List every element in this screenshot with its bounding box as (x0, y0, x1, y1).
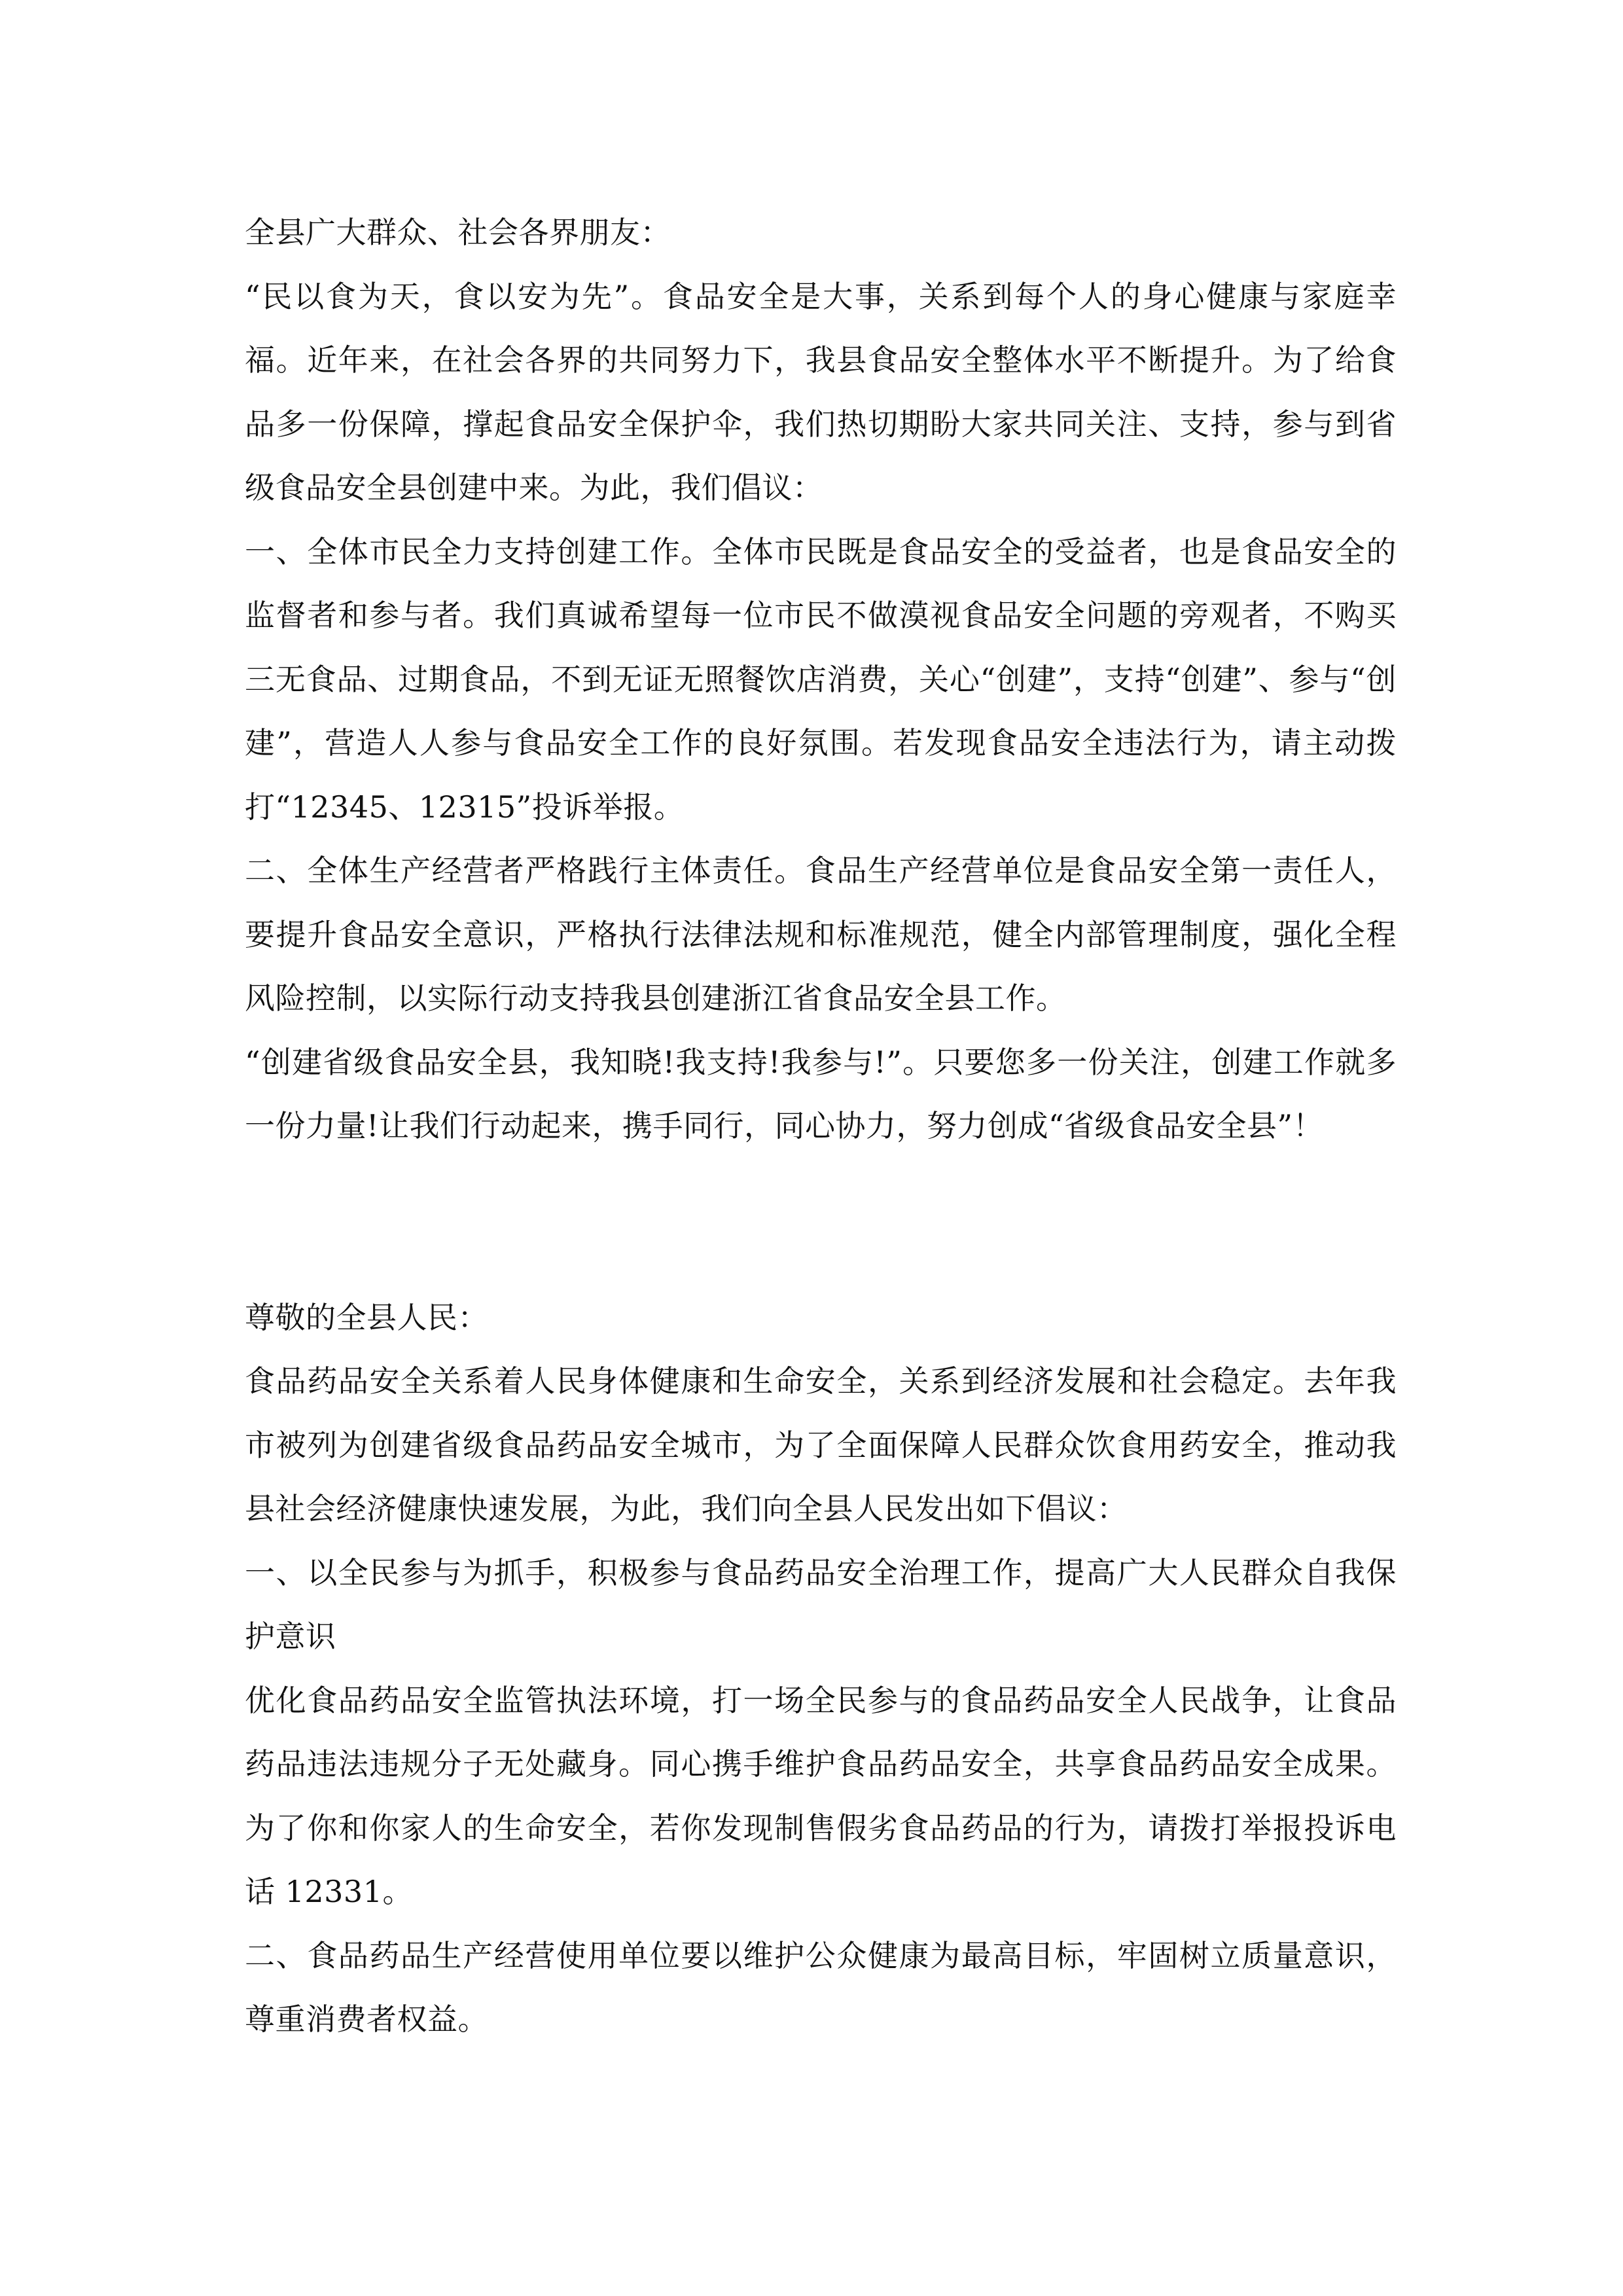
letter2-paragraph-4: 二、食品药品生产经营使用单位要以维护公众健康为最高目标，牢固树立质量意识，尊重消费者权益。 (245, 1937, 1397, 2037)
letter1-paragraph-1: “民以食为天，食以安为先”。食品安全是大事，关系到每个人的身心健康与家庭幸福。近年来，在社会各界的共同努力下，我县食品安全整体水平不断提升。为了给食品多一份保障，撑起食品安全保护伞，我们热切期盼大家共同关注、支持，参与到省级食品安全县创建中来。为此，我们倡议： (245, 278, 1397, 505)
letter1-paragraph-4: “创建省级食品安全县，我知晓!我支持!我参与!”。只要您多一份关注，创建工作就多一份力量!让我们行动起来，携手同行，同心协力，努力创成“省级食品安全县”！ (245, 1044, 1397, 1143)
letter2-paragraph-3: 优化食品药品安全监管执法环境，打一场全民参与的食品药品安全人民战争，让食品药品违法违规分子无处藏身。同心携手维护食品药品安全，共享食品药品安全成果。为了你和你家人的生命安全，若你发现制售假劣食品药品的行为，请拨打举报投诉电话 12331。 (245, 1682, 1397, 1909)
section-gap (245, 1158, 1397, 1286)
letter2-paragraph-2: 一、以全民参与为抓手，积极参与食品药品安全治理工作，提高广大人民群众自我保护意识 (245, 1554, 1397, 1654)
letter2-paragraph-1: 食品药品安全关系着人民身体健康和生命安全，关系到经济发展和社会稳定。去年我市被列为创建省级食品药品安全城市，为了全面保障人民群众饮食用药安全，推动我县社会经济健康快速发展，为此，我们向全县人民发出如下倡议： (245, 1363, 1397, 1526)
letter1-salutation: 全县广大群众、社会各界朋友： (245, 215, 671, 250)
document-body (245, 201, 1397, 2052)
letter1-paragraph-2: 一、全体市民全力支持创建工作。全体市民既是食品安全的受益者，也是食品安全的监督者和参与者。我们真诚希望每一位市民不做漠视食品安全问题的旁观者，不购买三无食品、过期食品，不到无证无照餐饮店消费，关心“创建”，支持“创建”、参与“创建”，营造人人参与食品安全工作的良好氛围。若发现食品安全违法行为，请主动拨打“12345、12315”投诉举报。 (245, 533, 1397, 825)
letter2-salutation: 尊敬的全县人民： (245, 1299, 488, 1335)
letter1-paragraph-3: 二、全体生产经营者严格践行主体责任。食品生产经营单位是食品安全第一责任人，要提升食品安全意识，严格执行法律法规和标准规范，健全内部管理制度，强化全程风险控制，以实际行动支持我县创建浙江省食品安全县工作。 (245, 853, 1397, 1016)
